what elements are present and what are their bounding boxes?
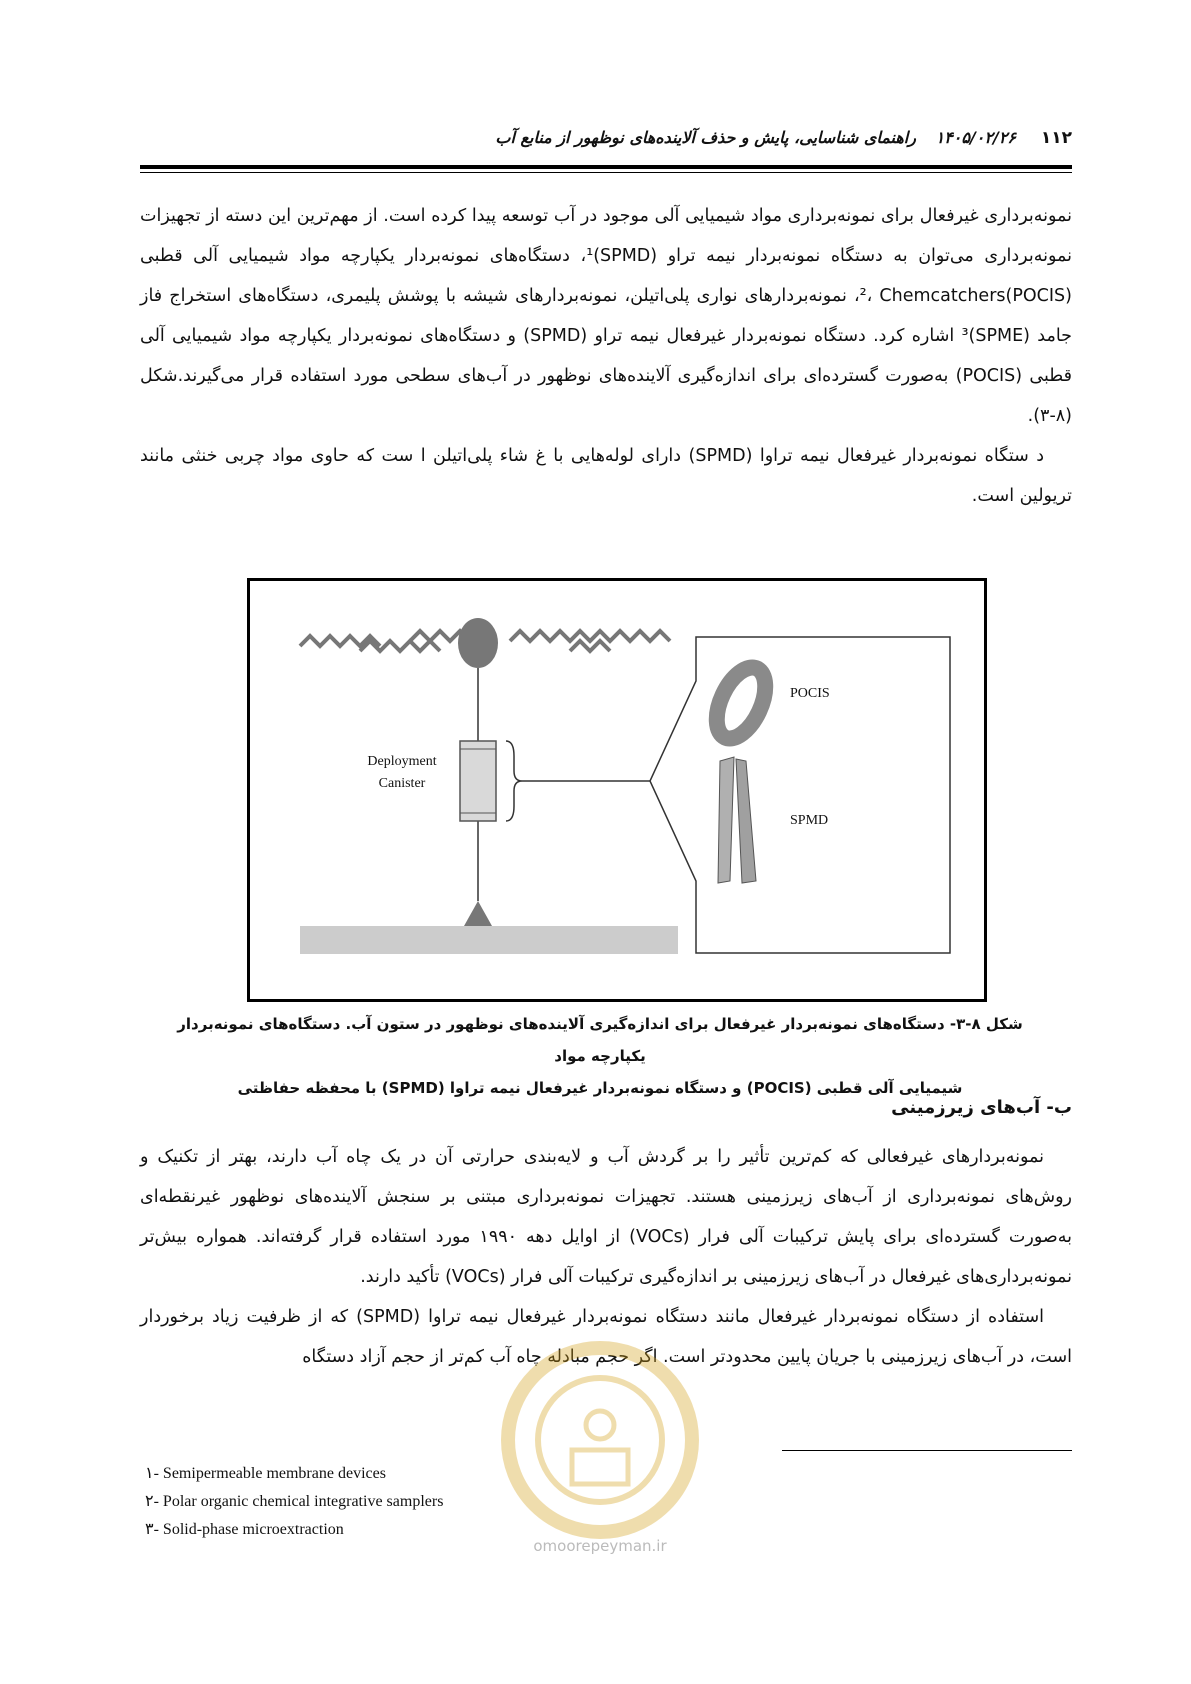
paragraph-1: نمونه‌برداری غیرفعال برای نمونه‌برداری مواد شیمیایی آلی موجود در آب توسعه پیدا کرده است. از مهم‌ترین این دسته از تجهیزات نمونه‌برداری می‌توان به دستگاه نمونه‌بردار نیمه تراو (SPMD)¹، دستگاه‌های نمونه‌بردار یکپارچه مواد شیمیایی آلی قطبی (POCIS)²، Chemcatchers، نمونه‌بردارهای نواری پلی‌اتیلن، نمونه‌بردارهای شیشه با پوشش پلیمری، دستگاه‌های استخراج فاز جامد (SPME)³ اشاره کرد. دستگاه نمونه‌بردار غیرفعال نیمه تراو (SPMD) و دستگاه‌های نمونه‌بردار یکپارچه مواد شیمیایی آلی قطبی (POCIS) به‌صورت گسترده‌ای برای اندازه‌گیری آلاینده‌های نوظهور در آب‌های سطحی مورد استفاده قرار می‌گیرند.شکل (۸-۳). [140, 206, 1072, 426]
footnote-2 [145, 1488, 645, 1516]
footnote-text: Solid-phase microextraction [162, 1521, 344, 1538]
zoom-panel [650, 637, 950, 953]
spmd-label: SPMD [790, 813, 829, 828]
float-buoy [458, 618, 498, 668]
deployment-label-line2: Canister [378, 776, 426, 791]
zigzag-chain-4 [510, 631, 670, 641]
figure-caption [150, 1008, 1050, 1104]
section-paragraph-1: نمونه‌بردارهای غیرفعالی که کم‌ترین تأثیر را بر گردش آب و لایه‌بندی حرارتی آن در یک چاه آب دارند، بهتر از تکنیک و روش‌های نمونه‌برداری از آب‌های زیرزمینی هستند. تجهیزات نمونه‌برداری مبتنی بر سنجش آلاینده‌های نوظهور غیرنقطه‌ای به‌صورت گسترده‌ای برای پایش ترکیبات آلی فرار (VOCs) از اوایل دهه ۱۹۹۰ مورد استفاده قرار گرفته‌اند. همواره بیش‌تر نمونه‌برداری‌های غیرفعال در آب‌های زیرزمینی بر اندازه‌گیری ترکیبات آلی فرار (VOCs) تأکید دارند. [140, 1147, 1072, 1287]
ground-strip [300, 926, 678, 954]
footnote-1 [145, 1460, 645, 1488]
footnote-3 [145, 1516, 645, 1544]
deployment-label-line1: Deployment [367, 754, 437, 769]
paragraph-2: د ستگاه نمونه‌بردار غیرفعال نیمه تراوا (SPMD) دارای لوله‌هایی با غ شاء پلی‌اتیلن ا ست که حاوی مواد چربی خنثی مانند تریولین است. [140, 446, 1072, 506]
caption-line-2: شیمیایی آلی قطبی (POCIS) و دستگاه نمونه‌بردار غیرفعال نیمه تراوا (SPMD) با محفظه حفاظتی [237, 1079, 963, 1097]
figure-passive-samplers [247, 578, 987, 1002]
footnote-number: ۳- [145, 1521, 159, 1538]
watermark-site: omoorepeyman.ir [533, 1537, 667, 1555]
footnote-text: Semipermeable membrane devices [162, 1465, 386, 1482]
header-rule-thin [140, 172, 1072, 173]
section-paragraph-2: استفاده از دستگاه نمونه‌بردار غیرفعال مانند دستگاه نمونه‌بردار غیرفعال نیمه تراوا (SPMD) که از ظرفیت زیاد برخوردار است، در آب‌های زیرزمینی با جریان پایین محدودتر است. اگر حجم مبادله چاه آب کم‌تر از حجم آزاد دستگاه [140, 1307, 1072, 1367]
footnote-rule [782, 1450, 1072, 1451]
running-header [130, 128, 1030, 147]
footnote-number: ۱- [145, 1465, 159, 1482]
intro-text [140, 196, 1072, 516]
header-title: راهنمای شناسایی، پایش و حذف آلاینده‌های نوظهور از منابع آب [495, 128, 916, 147]
zigzag-chain-2 [360, 641, 440, 651]
pocis-label: POCIS [790, 686, 830, 701]
deployment-canister-label [342, 751, 462, 795]
header-rule-thick [140, 165, 1072, 169]
page-number: ۱۱۲ [1040, 128, 1072, 148]
footnote-text: Polar organic chemical integrative samplers [162, 1493, 444, 1510]
section-heading: ب- آب‌های زیرزمینی [891, 1097, 1072, 1118]
caption-line-1: شکل ۸-۳- دستگاه‌های نمونه‌بردار غیرفعال برای اندازه‌گیری آلاینده‌های نوظهور در ستون آب. دستگاه‌های نمونه‌بردار یکپارچه مواد [177, 1015, 1023, 1065]
anchor-weight [464, 901, 492, 926]
header-date: ۱۴۰۵/۰۲/۲۶ [935, 128, 1016, 147]
canister-brace [506, 741, 522, 821]
footnote-number: ۲- [145, 1493, 159, 1510]
deployment-canister [460, 741, 496, 821]
footnotes [145, 1460, 645, 1544]
